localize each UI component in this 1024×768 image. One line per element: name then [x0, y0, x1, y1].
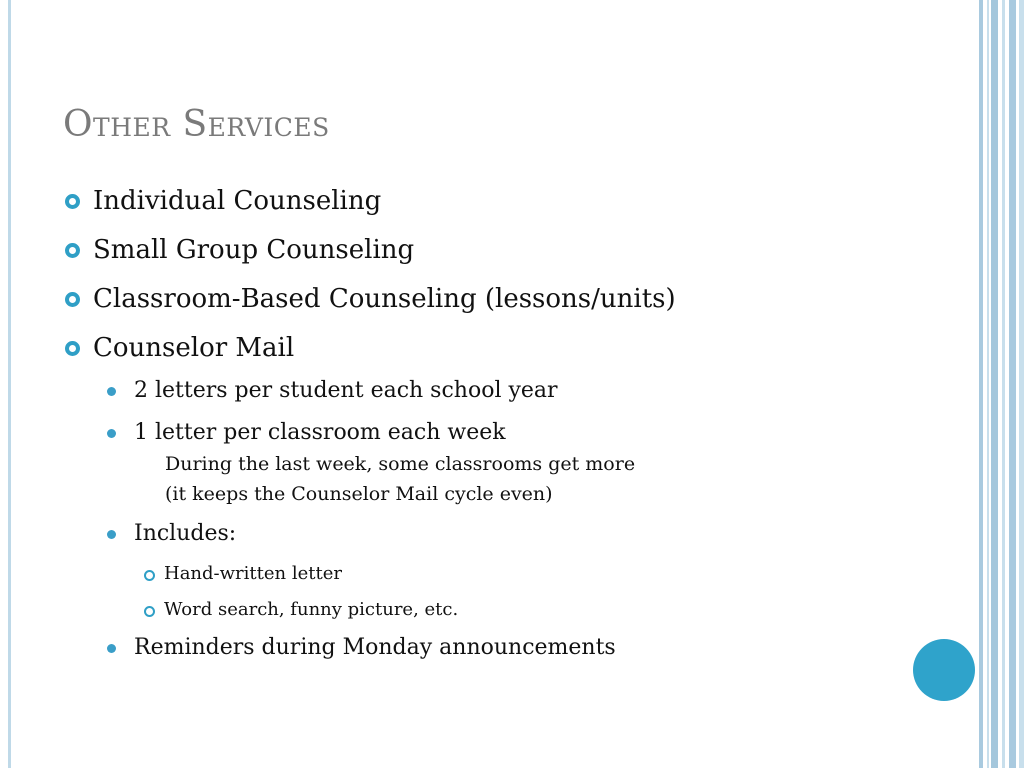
ring-bullet-icon	[144, 570, 155, 581]
bullet-item	[64, 186, 944, 217]
sub-bullet-item	[64, 420, 944, 446]
sub-bullet-item	[64, 635, 944, 661]
bullet-text: Individual Counseling	[93, 186, 382, 216]
note-text	[64, 449, 944, 509]
bullet-item	[64, 284, 944, 315]
bullet-text: Reminders during Monday announcements	[134, 635, 616, 660]
ring-bullet-icon	[65, 341, 80, 356]
bullet-text: Includes:	[134, 521, 237, 546]
note-line: During the last week, some classrooms get more	[165, 453, 636, 475]
stripe	[1019, 0, 1024, 768]
right-stripe-band	[979, 0, 1024, 768]
bullet-text: Hand-written letter	[164, 563, 342, 584]
slide-title: Other Services	[63, 104, 330, 145]
sub-sub-bullet-item	[64, 599, 944, 621]
sub-sub-bullet-item	[64, 563, 944, 585]
dot-bullet-icon	[107, 387, 116, 396]
bullet-text: Word search, funny picture, etc.	[164, 599, 459, 620]
stripe	[1009, 0, 1016, 768]
bullet-text: Classroom-Based Counseling (lessons/units)	[93, 284, 676, 314]
ring-bullet-icon	[65, 243, 80, 258]
bullet-item	[64, 333, 944, 364]
bullet-text: Counselor Mail	[93, 333, 295, 363]
bullet-text: 1 letter per classroom each week	[134, 420, 506, 445]
dot-bullet-icon	[107, 530, 116, 539]
stripe	[987, 0, 989, 768]
note-line: (it keeps the Counselor Mail cycle even)	[165, 483, 553, 505]
bullet-text: Small Group Counseling	[93, 235, 415, 265]
sub-bullet-item	[64, 378, 944, 404]
stripe	[1002, 0, 1005, 768]
ring-bullet-icon	[65, 292, 80, 307]
sub-bullet-item	[64, 521, 944, 547]
ring-bullet-icon	[144, 606, 155, 617]
stripe	[991, 0, 998, 768]
left-border-line	[8, 0, 11, 768]
dot-bullet-icon	[107, 429, 116, 438]
stripe	[979, 0, 983, 768]
decorative-circle	[913, 639, 975, 701]
dot-bullet-icon	[107, 644, 116, 653]
ring-bullet-icon	[65, 194, 80, 209]
bullet-item	[64, 235, 944, 266]
bullet-list	[64, 186, 944, 677]
bullet-text: 2 letters per student each school year	[134, 378, 558, 403]
